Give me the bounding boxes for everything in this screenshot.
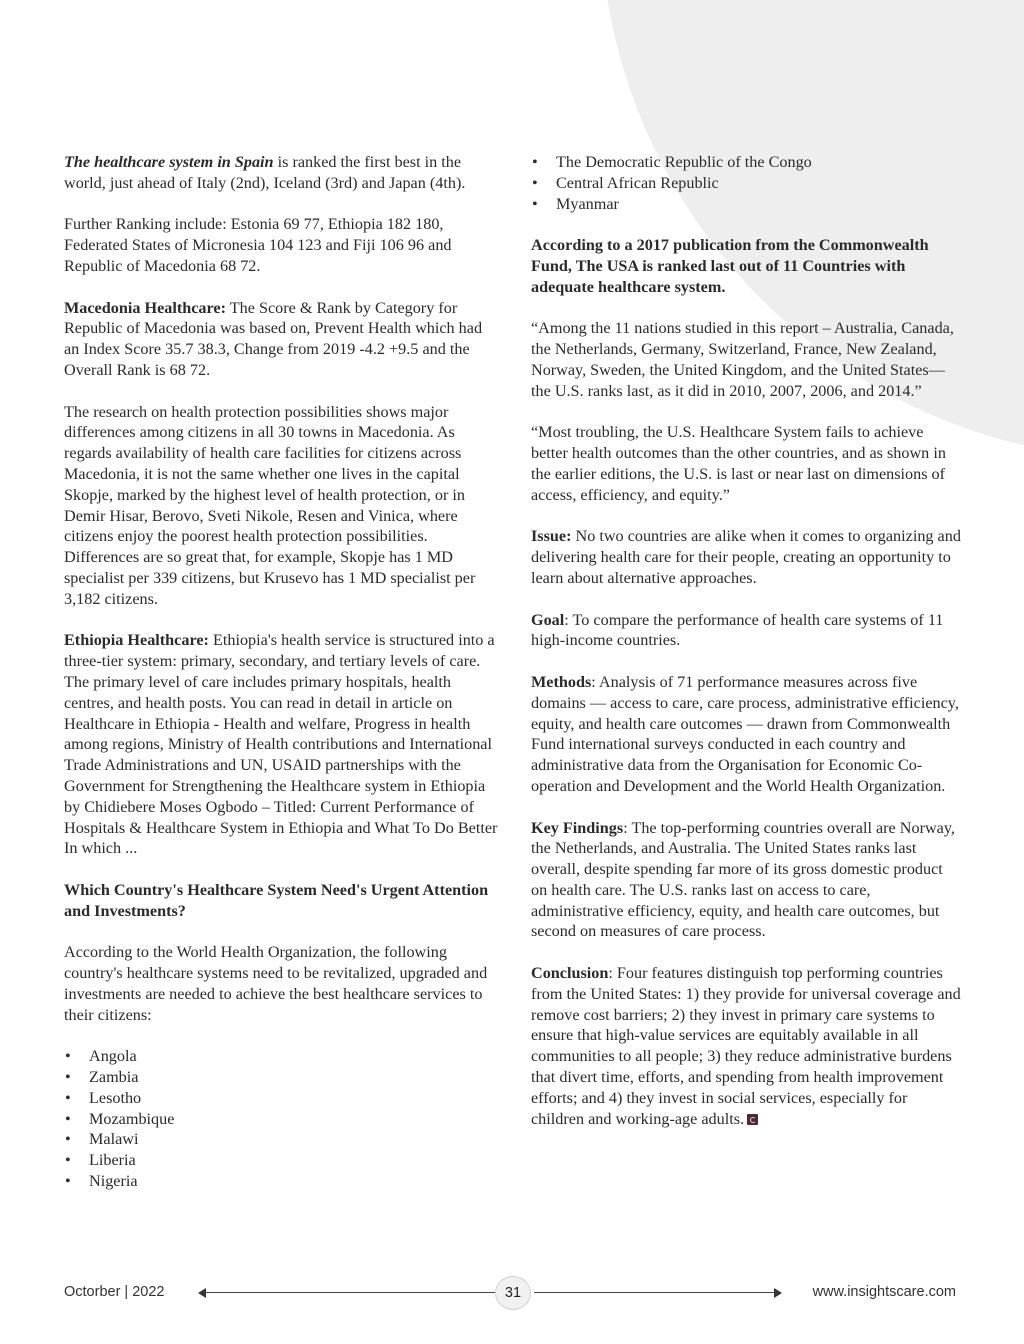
- list-item: • Liberia: [64, 1150, 500, 1171]
- macedonia-paragraph: [64, 298, 500, 381]
- conclusion-text: : Four features distinguish top performing countries from the United States: 1) they provide for universal coverage and remove cost barriers; 2) they invest in primary care systems to ensure that high-value services are equitably available in all communities to all people; 3) they reduce administrative burdens that divert time, efforts, and spending from health improvement efforts; and 4) they invest in social services, especially for children and working-age adults.: [531, 964, 961, 1128]
- list-item: • The Democratic Republic of the Congo: [531, 152, 963, 173]
- list-item: • Central African Republic: [531, 173, 963, 194]
- macedonia-lead: Macedonia Healthcare:: [64, 298, 226, 317]
- list-item: • Myanmar: [531, 194, 963, 215]
- arrow-left-icon: [198, 1288, 206, 1298]
- key-findings-text: : The top-performing countries overall are Norway, the Netherlands, and Australia. The United States ranks last overall, despite spending far more of its gross domestic product on health care. The U.S. ranks last on access to care, administrative efficiency, equity, and health care outcomes, but second on measures of care process.: [531, 818, 955, 941]
- further-ranking-paragraph: Further Ranking include: Estonia 69 77, Ethiopia 182 180, Federated States of Micronesia 104 123 and Fiji 106 96 and Republic of Macedonia 68 72.: [64, 215, 452, 275]
- commonwealth-heading: According to a 2017 publication from the Commonwealth Fund, The USA is ranked last out of 11 Countries with adequate healthcare system.: [531, 236, 929, 296]
- left-column: [64, 152, 500, 1213]
- list-item: • Mozambique: [64, 1109, 500, 1130]
- quote-paragraph-2: “Most troubling, the U.S. Healthcare System fails to achieve better health outcomes than the other countries, and as shown in the earlier editions, the U.S. is last or near last on dimensions of access, efficiency, and equity.”: [531, 423, 946, 504]
- ethiopia-paragraph: [64, 630, 500, 859]
- website-link[interactable]: www.insightscare.com: [812, 1284, 956, 1300]
- issue-paragraph: [531, 526, 963, 588]
- macedonia-text: The Score & Rank by Category for Republic of Macedonia was based on, Prevent Health which had an Index Score 35.7 38.3, Change from 2019 -4.2 +9.5 and the Overall Rank is 68 72.: [64, 298, 483, 379]
- footer-divider-left: [205, 1292, 495, 1293]
- conclusion-lead: Conclusion: [531, 964, 609, 983]
- issue-text: No two countries are alike when it comes to organizing and delivering health care for their people, creating an opportunity to learn about alternative approaches.: [531, 527, 961, 587]
- footer-divider-right: [534, 1292, 774, 1293]
- question-heading: Which Country's Healthcare System Need's Urgent Attention and Investments?: [64, 880, 489, 920]
- arrow-right-icon: [774, 1288, 782, 1298]
- methods-lead: Methods: [531, 672, 592, 691]
- goal-text: : To compare the performance of health care systems of 11 high-income countries.: [531, 610, 944, 650]
- conclusion-paragraph: [531, 963, 963, 1129]
- list-item: • Angola: [64, 1046, 500, 1067]
- research-paragraph: The research on health protection possibilities shows major differences among citizens in all 30 towns in Macedonia. As regards availability of health care facilities for citizens across Macedonia, it is not the same whether one lives in the capital Skopje, marked by the highest level of health protection, or in Demir Hisar, Berovo, Sveti Nikole, Resen and Vinica, where citizens enjoy the poorest health protection possibilities. Differences are so great that, for example, Skopje has 1 MD specialist per 339 citizens, but Krusevo has 1 MD specialist per 3,182 citizens.: [64, 402, 476, 608]
- list-item: • Malawi: [64, 1129, 500, 1150]
- list-item: • Nigeria: [64, 1171, 500, 1192]
- page-footer: [64, 1276, 956, 1310]
- issue-date: Octorber | 2022: [64, 1284, 165, 1300]
- goal-lead: Goal: [531, 610, 565, 629]
- list-item: • Lesotho: [64, 1088, 500, 1109]
- right-column: [531, 152, 963, 1150]
- who-intro-paragraph: According to the World Health Organization, the following country's healthcare systems need to be revitalized, upgraded and investments are needed to achieve the best healthcare services to their citizens:: [64, 943, 488, 1024]
- spain-text: is ranked the first best in the world, just ahead of Italy (2nd), Iceland (3rd) and Japan (4th).: [64, 153, 466, 192]
- country-list-continued: [531, 152, 963, 214]
- list-item: • Zambia: [64, 1067, 500, 1088]
- key-findings-paragraph: [531, 818, 963, 943]
- quote-paragraph-1: “Among the 11 nations studied in this report – Australia, Canada, the Netherlands, Germany, Switzerland, France, New Zealand, Norway, Sweden, the United Kingdom, and the United States—the U.S. ranks last, as it did in 2010, 2007, 2006, and 2014.”: [531, 319, 954, 400]
- methods-paragraph: [531, 672, 963, 797]
- goal-paragraph: [531, 610, 963, 652]
- methods-text: : Analysis of 71 performance measures across five domains — access to care, care process, administrative efficiency, equity, and health care outcomes — drawn from Commonwealth Fund international surveys conducted in each country and administrative data from the Organisation for Economic Co-operation and Development and the World Health Organization.: [531, 672, 959, 795]
- key-findings-lead: Key Findings: [531, 818, 624, 837]
- spain-paragraph: [64, 152, 500, 194]
- country-list: [64, 1046, 500, 1192]
- article-end-icon: [747, 1114, 758, 1125]
- spain-lead: The healthcare system in Spain: [64, 153, 274, 171]
- ethiopia-text: Ethiopia's health service is structured into a three-tier system: primary, secondary, and tertiary levels of care. The primary level of care includes primary hospitals, health centres, and health posts. You can read in detail in article on Healthcare in Ethiopia - Health and welfare, Progress in health among regions, Ministry of Health contributions and International Trade Administrations and UN, USAID partnerships with the Government for Strengthening the Healthcare system in Ethiopia by Chidiebere Moses Ogbodo – Titled: Current Performance of Hospitals & Healthcare System in Ethiopia and What To Do Better In which ...: [64, 631, 498, 858]
- ethiopia-lead: Ethiopia Healthcare:: [64, 631, 209, 650]
- issue-lead: Issue:: [531, 527, 572, 546]
- page-number: 31: [495, 1276, 531, 1310]
